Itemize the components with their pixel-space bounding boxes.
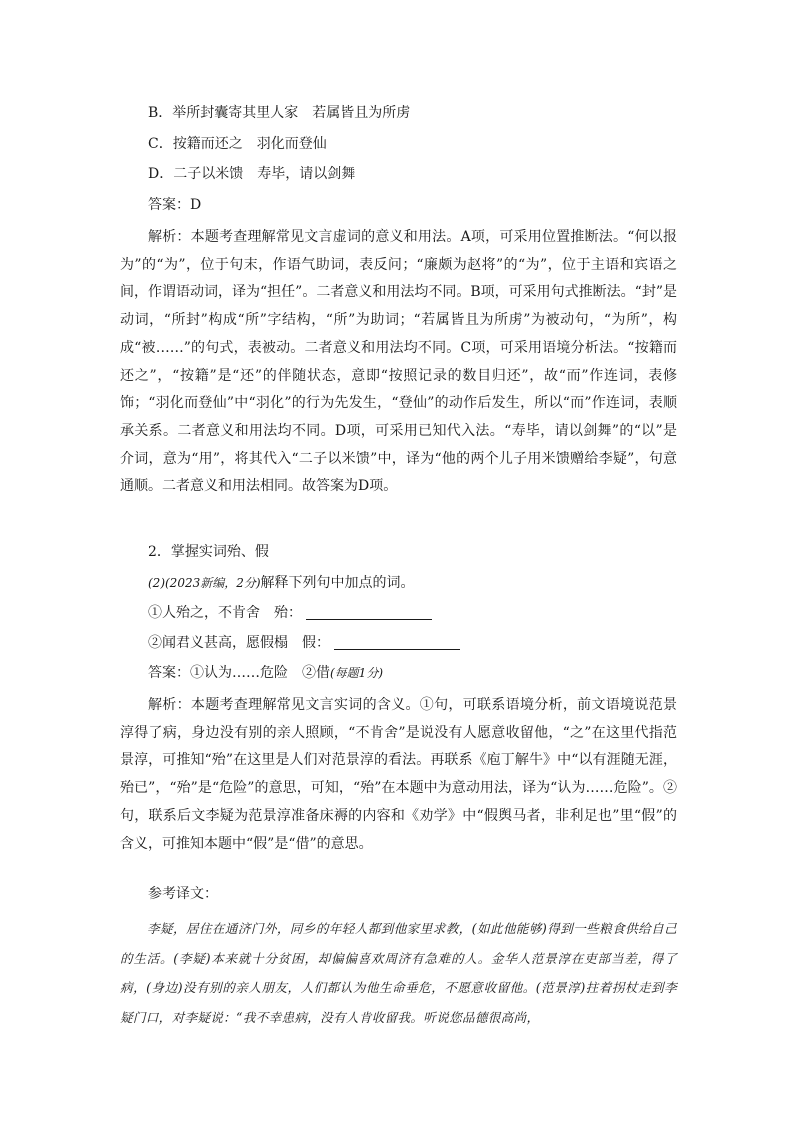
- q2-item-2: [148, 634, 708, 652]
- option-b: B．举所封囊寄其里人家 若属皆且为所虏: [148, 105, 411, 121]
- q1-analysis: 解析：本题考查理解常见文言虚词的意义和用法。A项，可采用位置推断法。“何以报为”的“为”，位于句末，作语气助词，表反问；“廉颇为赵将”的“为”，位于主语和宾语之间，作谓语动词，译为“担任”。二者意义和用法均不同。B项，可采用句式推断法。“封”是动词，“所封”构成“所”字结构，“所”为助词；“若属皆且为所虏”为被动句，“为所”，构成“被……”的句式，表被动。二者意义和用法均不同。C项，可采用语境分析法。“按籍而还之”，“按籍”是“还”的伴随状态，意即“按照记录的数目归还”，故“而”作连词，表修饰；“羽化而登仙”中“羽化”的行为先发生，“登仙”的动作后发生，所以“而”作连词，表顺承关系。二者意义和用法均不同。D项，可采用已知代入法。“寿毕，请以剑舞”的“以”是介词，意为“用”，将其代入“二子以米馈”中，译为“他的两个儿子用米馈赠给李疑”，句意通顺。二者意义和用法相同。故答案为D项。: [120, 229, 677, 495]
- q2-answer-note: (每题1分): [330, 666, 383, 680]
- reference-translation: 李疑，居住在通济门外，同乡的年轻人都到他家里求教，(如此他能够)得到一些粮食供给自己的生活。(李疑)本来就十分贫困，却偏偏喜欢周济有急难的人。金华人范景淳在吏部当差，得了病，(身边)没有别的亲人朋友，人们都认为他生命垂危，不愿意收留他。(范景淳)拄着拐杖走到李疑门口，对李疑说：“我不幸患病，没有人肯收留我。听说您品德很高尚，: [120, 921, 677, 1025]
- q2-prompt-text: 解释下列句中加点的词。: [260, 575, 415, 591]
- q1-answer: 答案：D: [148, 197, 202, 213]
- option-c: C．按籍而还之 羽化而登仙: [148, 136, 327, 152]
- answer-blank-1[interactable]: [306, 605, 432, 620]
- q2-prompt: [148, 574, 708, 592]
- q2-analysis: 解析：本题考查理解常见文言实词的含义。①句，可联系语境分析，前文语境说范景淳得了病，身边没有别的亲人照顾，“不肯舍”是说没有人愿意收留他，“之”在这里代指范景淳，可推知“殆”在这里是人们对范景淳的看法。再联系《庖丁解牛》中“以有涯随无涯，殆已”，“殆”是“危险”的意思，可知，“殆”在本题中为意动用法，译为“认为……危险”。②句，联系后文李疑为范景淳准备床褥的内容和《劝学》中“假舆马者，非利足也”里“假”的含义，可推知本题中“假”是“借”的意思。: [120, 697, 677, 852]
- q2-answer: [148, 664, 708, 682]
- reference-heading: 参考译文：: [148, 886, 218, 902]
- q2-item-2-sentence: ②闻君义甚高，愿假榻 假：: [148, 635, 330, 651]
- q2-item-1: [148, 604, 708, 622]
- q2-answer-main: 答案：①认为……危险 ②借: [148, 665, 330, 681]
- option-d: D．二子以米馈 寿毕，请以剑舞: [148, 166, 356, 182]
- q2-item-1-sentence: ①人殆之，不肯舍 殆：: [148, 605, 302, 621]
- answer-blank-2[interactable]: [334, 635, 460, 650]
- q2-prompt-source: (2)(2023新编，2分): [148, 576, 261, 590]
- q2-heading: 2．掌握实词殆、假: [148, 544, 269, 560]
